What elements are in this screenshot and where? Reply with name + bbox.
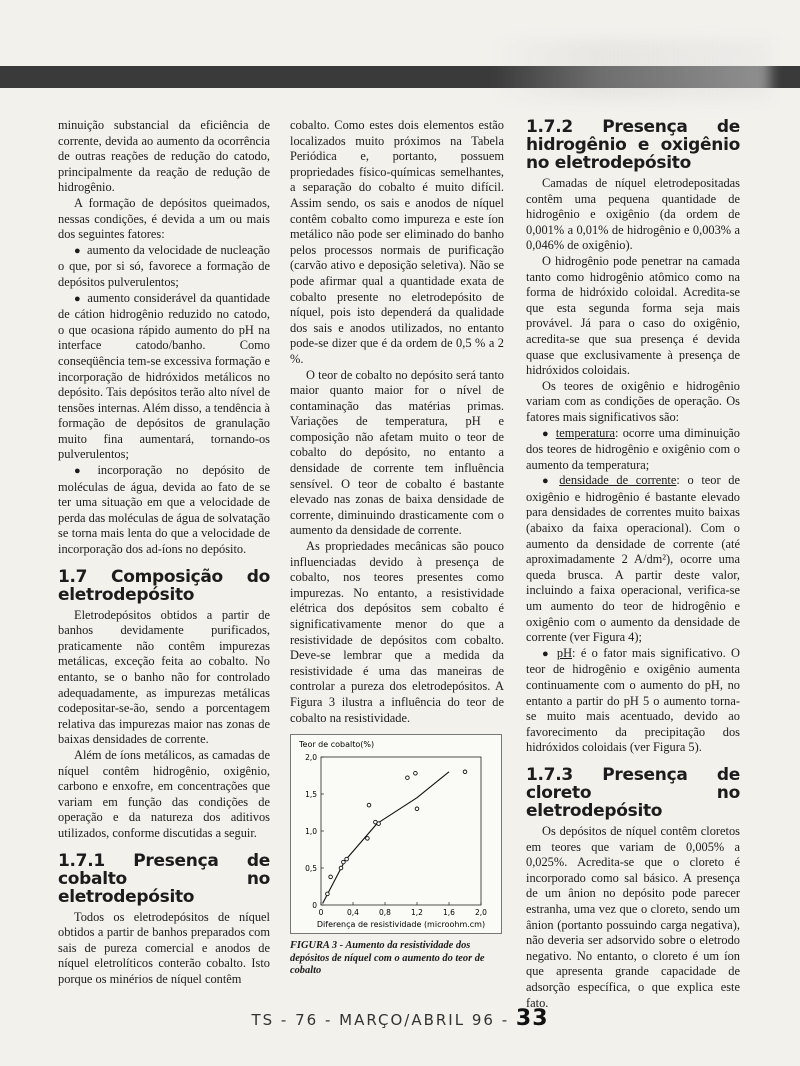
paragraph: cobalto. Como estes dois elementos estão localizados muito próximos na Tabela Periódica e, portanto, possuem propriedades físico-químicas semelhantes, a separação do cobalto é muito difícil. Assim sendo, os sais e anodos de níquel contêm cobalto como impureza e este íon metálico não pode ser eliminado do banho pelos processos normais de purificação (carvão ativo e deposição seletiva). Não se pode afirmar qual a quantidade exata de cobalto presente no eletrodepósito de níquel, pois isto dependerá da qualidade dos sais e anodos utilizados, no entanto pode-se dizer que é da ordem de 0,5 % a 2 %. [290, 118, 504, 366]
bullet-item [526, 426, 740, 474]
data-point [367, 803, 371, 807]
data-point [345, 857, 349, 861]
data-point [339, 866, 343, 870]
bullet-text: : o teor de oxigênio e hidrogênio é bastante elevado para densidades de correntes muito baixas (abaixo da faixa operacional). Com o aumento da densidade de corrente (até aproximadamente 2 A/dm²), ocorre uma queda brusca. A partir deste valor, incluindo a faixa operacional, verifica-se um aumento do teor de hidrogênio e oxigênio com o aumento da densidade de corrente (ver Figura 4); [526, 473, 740, 645]
plot-frame [321, 757, 481, 905]
y-tick-label: 0,5 [305, 864, 317, 874]
x-tick-label: 0 [318, 908, 324, 918]
x-tick-label: 0,8 [379, 908, 391, 918]
page-footer [0, 1006, 800, 1031]
x-tick-label: 1,2 [411, 908, 423, 918]
bullet-term: pH [556, 645, 573, 660]
data-point [406, 776, 410, 780]
paragraph: O hidrogênio pode penetrar na camada tanto como hidrogênio atômico como na forma de hidróxido coloidal. Acredita-se que esta segunda forma seja mais provável. Já para o caso do oxigênio, acredita-se que sua presença é devida quase que exclusivamente à presença de hidróxidos coloidais. [526, 253, 740, 378]
caption-label: FIGURA 3 [290, 940, 338, 952]
bullet-item [526, 473, 740, 646]
data-point [414, 772, 418, 776]
x-tick-label: 0,4 [347, 908, 359, 918]
column-3 [526, 118, 740, 1011]
x-axis-label: Diferença de resistividade (microohm.cm) [316, 920, 486, 930]
x-tick-label: 2,0 [475, 908, 487, 918]
data-point [342, 860, 346, 864]
paragraph: Camadas de níquel eletrodepositadas contêm uma pequena quantidade de hidrogênio e oxigênio (da ordem de 0,001% a 0,01% de hidrogênio e 0,003% a 0,046% de oxigênio). [526, 176, 740, 253]
data-point [463, 770, 467, 774]
column-1 [58, 118, 270, 988]
bullet-item: ● incorporação no depósito de moléculas de água, devida ao fato de se ter uma situação em que a velocidade de perda das moléculas de água de solvatação se torna mais lenta do que a velocidade de incorporação dos ad-íons no depósito. [58, 463, 270, 558]
bullet-text: : ocorre uma diminuição dos teores de hidrogênio e oxigênio com o aumento da temperatura; [526, 425, 740, 472]
section-heading: 1.7.1 Presença de cobalto no eletrodepósito [58, 850, 270, 907]
y-tick-label: 0 [312, 901, 317, 911]
plot-area [305, 753, 487, 917]
bullet-text: : é o fator mais significativo. O teor de hidrogênio e oxigênio aumenta continuamente com o aumento do pH, no entanto a partir do pH 5 o aumento torna-se muito mais acentuado, devido ao favorecimento da precipitação dos hidróxidos coloidais (ver Figura 5). [526, 645, 740, 755]
y-tick-label: 1,5 [305, 790, 317, 800]
bullet-item: ● aumento da velocidade de nucleação o que, por si só, favorece a formação de depósitos pulverulentos; [58, 243, 270, 291]
data-point [326, 892, 330, 896]
x-tick-label: 1,6 [443, 908, 455, 918]
section-heading: 1.7 Composição do eletrodepósito [58, 566, 270, 605]
bullet-item: ● aumento considerável da quantidade de cátion hidrogênio reduzido no catodo, o que ocasiona rápido aumento do pH na interface catodo/banho. Como conseqüência tem-se excessiva formação e incorporação de hidróxidos metálicos no depósito. Tais depósitos terão alto nível de tensões internas. Além disso, a tendência à formação de depósitos de granulação muito fina aumentará, tornando-os pulverulentos; [58, 291, 270, 464]
fit-line [323, 772, 449, 904]
paragraph: Os teores de oxigênio e hidrogênio variam com as condições de operação. Os fatores mais significativos são: [526, 378, 740, 424]
page-number: 33 [515, 1006, 549, 1031]
y-tick-label: 2,0 [305, 753, 317, 763]
y-tick-label: 1,0 [305, 827, 317, 837]
section-heading: 1.7.2 Presença de hidrogênio e oxigênio no eletrodepósito [526, 117, 740, 173]
data-point [377, 822, 381, 826]
paragraph: A formação de depósitos queimados, nessas condições, é devida a um ou mais dos seguintes fatores: [58, 195, 270, 242]
header-watermark [490, 40, 770, 100]
caption-text: - Aumento da resistividade dos depósitos de níquel com o aumento do teor de cobalto [290, 940, 485, 977]
section-heading: 1.7.3 Presença de cloreto no eletrodepósito [526, 764, 740, 821]
paragraph: minuição substancial da eficiência de corrente, devida ao aumento da ocorrência de outras reações de redução do catodo, principalmente da reação de redução de hidrogênio. [58, 118, 270, 195]
figure-3-chart [290, 734, 502, 934]
paragraph: As propriedades mecânicas são pouco influenciadas devido à presença de cobalto, nos teores presentes como impurezas. No entanto, a resistividade elétrica dos depósitos sem cobalto é significativamente menor do que a resistividade de depósitos com cobalto. Deve-se lembrar que a medida da resistividade é uma das maneiras de controlar a pureza dos eletrodepósitos. A Figura 3 ilustra a influência do teor de cobalto na resistividade. [290, 539, 504, 725]
bullet-term: temperatura [555, 425, 615, 440]
chart-svg [291, 735, 501, 933]
data-point [415, 807, 419, 811]
figure-caption [290, 940, 504, 978]
bullet-item [526, 646, 740, 756]
paragraph: Os depósitos de níquel contêm cloretos em teores que variam de 0,005% a 0,025%. Acredita-se que o cloreto é incorporado como sal básico. A presença de um ânion no depósito pode parecer estranha, uma vez que o cloreto, sendo um ânion (portanto possuindo carga negativa), não deveria ser adsorvido sobre o eletrodo negativo. No entanto, o cloreto é um íon que apresenta grande capacidade de adsorção específica, o que explica este fato. [526, 823, 740, 1010]
column-2 [290, 118, 504, 978]
paragraph: Eletrodepósitos obtidos a partir de banhos devidamente purificados, praticamente não contêm impurezas metálicas, exceção feita ao cobalto. No entanto, se o banho não for controlado adequadamente, as impurezas metálicas codepositar-se-ão, sendo a porcentagem relativa das impurezas maior nas zonas de baixas densidades de corrente. [58, 607, 270, 747]
paragraph: Todos os eletrodepósitos de níquel obtidos a partir de banhos preparados com sais de pureza comercial e anodos de níquel eletrolíticos conterão cobalto. Isto porque os minérios de níquel contêm [58, 909, 270, 986]
bullet-term: densidade de corrente [559, 473, 677, 488]
paragraph: Além de íons metálicos, as camadas de níquel contêm hidrogênio, oxigênio, carbono e enxofre, em concentrações que variam em função das condições de operação e da natureza dos aditivos utilizados, conforme discutidas a seguir. [58, 747, 270, 840]
paragraph: O teor de cobalto no depósito será tanto maior quanto maior for o nível de contaminação das matérias primas. Variações de temperatura, pH e composição não afetam muito o teor de cobalto do depósito, no entanto a densidade de corrente tem influência sensível. O teor de cobalto é bastante elevado nas zonas de baixa densidade de corrente, diminuindo drasticamente com o aumento da densidade de corrente. [290, 367, 504, 538]
data-point [329, 875, 333, 879]
y-axis-label: Teor de cobalto(%) [299, 740, 375, 750]
footer-issue: TS - 76 - MARÇO/ABRIL 96 - [251, 1011, 510, 1029]
data-point [366, 837, 370, 841]
